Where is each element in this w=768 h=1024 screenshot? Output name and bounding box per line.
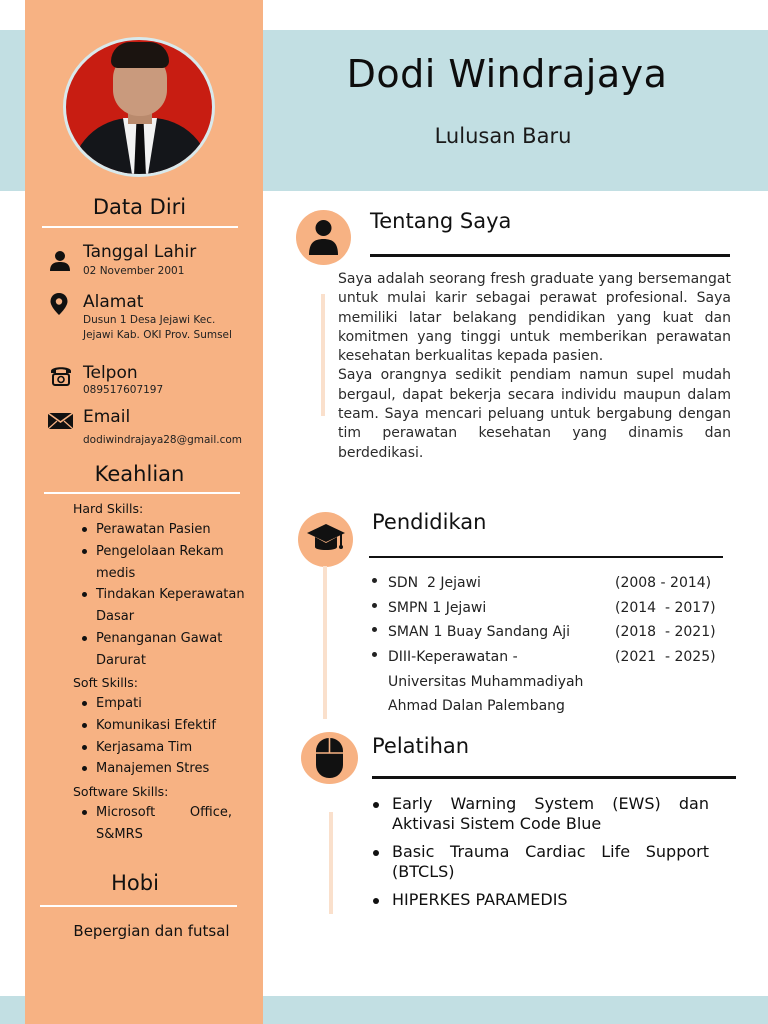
pelatihan-icon-circle — [301, 732, 358, 784]
alamat-label: Alamat — [83, 292, 144, 312]
list-item: Manajemen Stres — [78, 758, 248, 780]
pelatihan-accent-line — [329, 812, 333, 914]
education-school: SDN 2 Jejawi — [388, 575, 481, 591]
pendidikan-accent-line — [323, 566, 327, 719]
data-diri-heading: Data Diri — [92, 195, 187, 219]
hobi-heading: Hobi — [111, 871, 159, 895]
list-item: Komunikasi Efektif — [78, 715, 248, 737]
tentang-paragraph-1: Saya adalah seorang fresh graduate yang bersemangat untuk mulai karir sebagai perawat profesional. Saya memiliki latar belakang pendidikan yang kuat dan komitmen yang tinggi untuk memberikan perawatan kesehatan berkualitas kepada pasien. — [338, 271, 731, 365]
person-icon — [308, 219, 339, 255]
hobi-rule — [40, 905, 237, 907]
education-years: (2008 - 2014) — [615, 575, 712, 591]
education-school: DIII-Keperawatan - Universitas Muhammadiyah Ahmad Dalan Palembang — [388, 649, 584, 714]
envelope-icon — [47, 409, 74, 433]
telpon-label: Telpon — [83, 363, 138, 383]
bullet — [372, 603, 377, 608]
computer-mouse-icon — [315, 737, 344, 779]
tentang-rule — [370, 254, 730, 257]
telephone-icon — [49, 363, 73, 387]
candidate-name: Dodi Windrajaya — [346, 52, 668, 96]
list-item: Pengelolaan Rekam medis — [78, 541, 248, 585]
graduation-cap-icon — [306, 522, 346, 556]
list-item: Empati — [78, 693, 248, 715]
profile-photo — [63, 37, 215, 177]
person-icon — [48, 249, 72, 273]
location-pin-icon — [47, 292, 71, 316]
list-item: Microsoft Office, — [78, 802, 232, 824]
education-years: (2014 - 2017) — [615, 600, 716, 616]
pelatihan-rule — [372, 776, 736, 779]
list-item: Early Warning System (EWS) dan Aktivasi Sistem Code Blue — [372, 794, 709, 834]
pendidikan-icon-circle — [298, 512, 353, 567]
education-school: SMPN 1 Jejawi — [388, 600, 487, 616]
list-item: Penanganan Gawat Darurat — [78, 628, 248, 672]
pendidikan-rule — [369, 556, 723, 558]
alamat-value: Dusun 1 Desa Jejawi Kec. Jejawi Kab. OKI Prov. Sumsel — [83, 314, 232, 341]
software-skills-list — [78, 802, 232, 846]
candidate-role: Lulusan Baru — [434, 124, 572, 148]
data-diri-rule — [42, 226, 238, 228]
soft-skills-list — [78, 693, 248, 780]
hard-skills-label: Hard Skills: — [73, 501, 144, 516]
hard-skills-list — [78, 519, 248, 672]
pelatihan-title: Pelatihan — [372, 734, 470, 758]
list-item: HIPERKES PARAMEDIS — [372, 890, 709, 910]
tentang-paragraph-2: Saya orangnya sedikit pendiam namun supel mudah bergaul, dapat bekerja secara individu maupun dalam team. Saya mencari peluang untuk bergabung dengan tim perawatan kesehatan yang dinamis dan berdedikasi. — [338, 367, 731, 461]
education-years: (2018 - 2021) — [615, 624, 716, 640]
list-item: Perawatan Pasien — [78, 519, 248, 541]
list-item-continuation: S&MRS — [96, 826, 143, 842]
list-item: Kerjasama Tim — [78, 737, 248, 759]
bullet — [372, 627, 377, 632]
tanggal-lahir-label: Tanggal Lahir — [83, 242, 197, 262]
education-school: SMAN 1 Buay Sandang Aji — [388, 624, 570, 640]
list-item: Basic Trauma Cardiac Life Support (BTCLS) — [372, 842, 709, 882]
keahlian-rule — [44, 492, 240, 494]
tentang-accent-line — [321, 294, 325, 416]
soft-skills-label: Soft Skills: — [73, 675, 138, 690]
keahlian-heading: Keahlian — [94, 462, 185, 486]
telpon-value: 089517607197 — [83, 384, 164, 396]
education-years: (2021 - 2025) — [615, 649, 716, 665]
tentang-title: Tentang Saya — [370, 209, 512, 233]
list-item: Tindakan Keperawatan Dasar — [78, 584, 248, 628]
pelatihan-list — [372, 794, 709, 918]
software-skills-label: Software Skills: — [73, 784, 169, 799]
bullet — [372, 652, 377, 657]
tanggal-lahir-value: 02 November 2001 — [83, 265, 185, 277]
bullet — [372, 578, 377, 583]
email-label: Email — [83, 407, 131, 427]
tentang-text — [338, 270, 731, 463]
hobi-text: Bepergian dan futsal — [73, 922, 230, 940]
email-value: dodiwindrajaya28@gmail.com — [83, 434, 243, 446]
tentang-icon-circle — [296, 210, 351, 265]
pendidikan-title: Pendidikan — [372, 510, 487, 534]
